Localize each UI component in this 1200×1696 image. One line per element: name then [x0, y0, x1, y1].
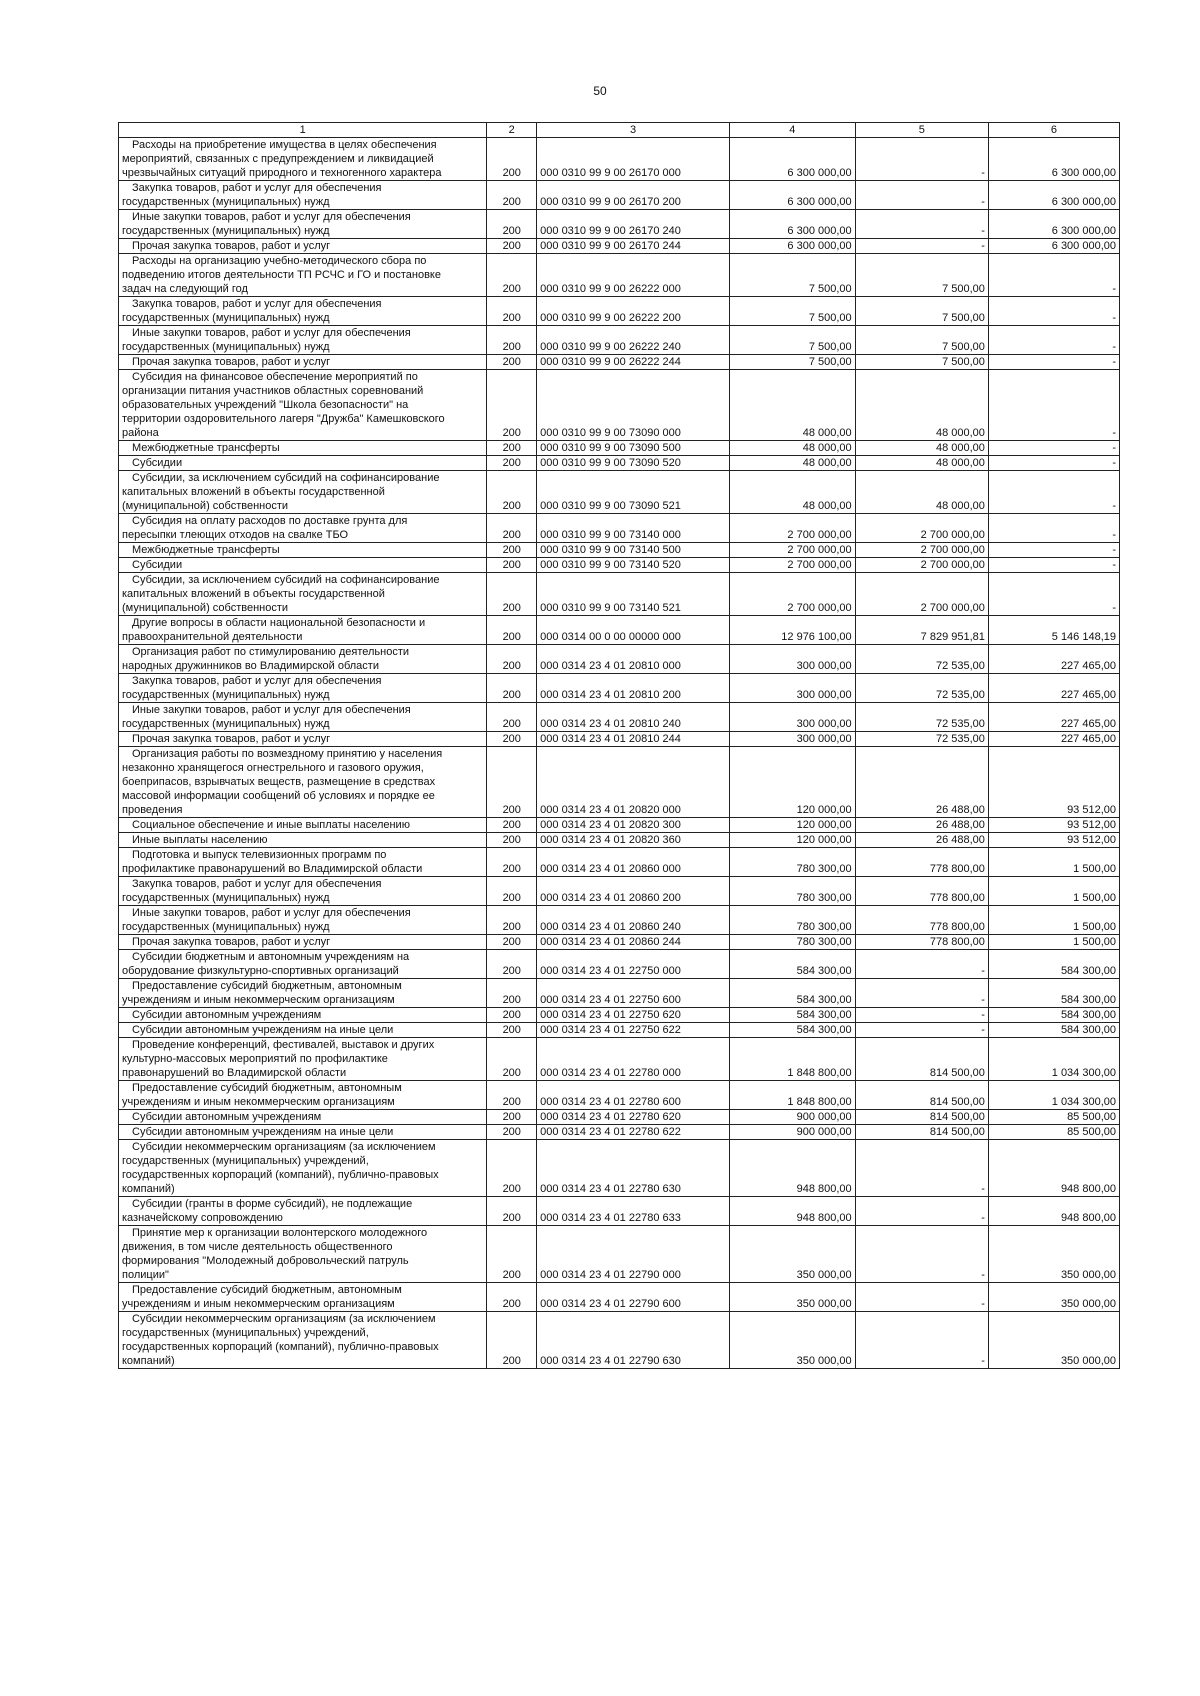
remaining-amount-cell: 93 512,00 — [988, 818, 1119, 833]
executed-amount-cell: 7 500,00 — [855, 297, 988, 326]
admin-code-cell: 200 — [487, 254, 537, 297]
plan-amount-cell: 780 300,00 — [729, 877, 855, 906]
executed-amount-cell: 2 700 000,00 — [855, 558, 988, 573]
plan-amount-cell: 2 700 000,00 — [729, 543, 855, 558]
remaining-amount-cell: 350 000,00 — [988, 1312, 1119, 1369]
budget-code-cell: 000 0314 23 4 01 22780 620 — [537, 1110, 730, 1125]
table-row — [119, 181, 1120, 210]
executed-amount-cell: - — [855, 950, 988, 979]
plan-amount-cell: 948 800,00 — [729, 1197, 855, 1226]
remaining-amount-cell: - — [988, 370, 1119, 441]
budget-code-cell: 000 0314 23 4 01 22790 600 — [537, 1283, 730, 1312]
plan-amount-cell: 12 976 100,00 — [729, 616, 855, 645]
plan-amount-cell: 350 000,00 — [729, 1283, 855, 1312]
executed-amount-cell: - — [855, 1140, 988, 1197]
executed-amount-cell: 778 800,00 — [855, 906, 988, 935]
plan-amount-cell: 350 000,00 — [729, 1312, 855, 1369]
admin-code-cell: 200 — [487, 573, 537, 616]
executed-amount-cell: - — [855, 239, 988, 254]
executed-amount-cell: 72 535,00 — [855, 732, 988, 747]
admin-code-cell: 200 — [487, 456, 537, 471]
remaining-amount-cell: 6 300 000,00 — [988, 181, 1119, 210]
column-header: 1 — [119, 123, 487, 138]
plan-amount-cell: 350 000,00 — [729, 1226, 855, 1283]
budget-code-cell: 000 0314 23 4 01 20810 240 — [537, 703, 730, 732]
admin-code-cell: 200 — [487, 732, 537, 747]
executed-amount-cell: 7 500,00 — [855, 326, 988, 355]
table-row — [119, 1110, 1120, 1125]
row-description: Проведение конференций, фестивалей, выставок и других культурно-массовых мероприятий по профилактике правонарушений во Владимирской области — [119, 1038, 487, 1081]
budget-code-cell: 000 0314 23 4 01 20810 000 — [537, 645, 730, 674]
table-row — [119, 326, 1120, 355]
budget-code-cell: 000 0314 23 4 01 20860 240 — [537, 906, 730, 935]
table-row — [119, 254, 1120, 297]
plan-amount-cell: 780 300,00 — [729, 848, 855, 877]
executed-amount-cell: 814 500,00 — [855, 1081, 988, 1110]
admin-code-cell: 200 — [487, 1110, 537, 1125]
table-row — [119, 210, 1120, 239]
executed-amount-cell: 48 000,00 — [855, 441, 988, 456]
admin-code-cell: 200 — [487, 1023, 537, 1038]
executed-amount-cell: 48 000,00 — [855, 456, 988, 471]
plan-amount-cell: 6 300 000,00 — [729, 210, 855, 239]
admin-code-cell: 200 — [487, 703, 537, 732]
admin-code-cell: 200 — [487, 747, 537, 818]
table-row — [119, 1125, 1120, 1140]
budget-code-cell: 000 0314 23 4 01 20860 244 — [537, 935, 730, 950]
remaining-amount-cell: 350 000,00 — [988, 1226, 1119, 1283]
row-description: Субсидия на оплату расходов по доставке грунта для пересыпки тлеющих отходов на свалке ТБО — [119, 514, 487, 543]
remaining-amount-cell: 584 300,00 — [988, 1008, 1119, 1023]
plan-amount-cell: 300 000,00 — [729, 703, 855, 732]
budget-code-cell: 000 0314 23 4 01 20860 200 — [537, 877, 730, 906]
executed-amount-cell: 7 500,00 — [855, 355, 988, 370]
table-body — [119, 138, 1120, 1369]
table-row — [119, 441, 1120, 456]
budget-table — [118, 122, 1120, 1369]
plan-amount-cell: 1 848 800,00 — [729, 1038, 855, 1081]
row-description: Закупка товаров, работ и услуг для обеспечения государственных (муниципальных) нужд — [119, 181, 487, 210]
table-row — [119, 1008, 1120, 1023]
remaining-amount-cell: 227 465,00 — [988, 674, 1119, 703]
remaining-amount-cell: 1 500,00 — [988, 935, 1119, 950]
plan-amount-cell: 900 000,00 — [729, 1125, 855, 1140]
budget-code-cell: 000 0310 99 9 00 73140 520 — [537, 558, 730, 573]
executed-amount-cell: 778 800,00 — [855, 935, 988, 950]
column-header: 3 — [537, 123, 730, 138]
table-row — [119, 456, 1120, 471]
row-description: Подготовка и выпуск телевизионных программ по профилактике правонарушений во Владимирской области — [119, 848, 487, 877]
budget-code-cell: 000 0310 99 9 00 73090 520 — [537, 456, 730, 471]
plan-amount-cell: 7 500,00 — [729, 326, 855, 355]
remaining-amount-cell: - — [988, 573, 1119, 616]
admin-code-cell: 200 — [487, 950, 537, 979]
admin-code-cell: 200 — [487, 833, 537, 848]
plan-amount-cell: 780 300,00 — [729, 935, 855, 950]
row-description: Закупка товаров, работ и услуг для обеспечения государственных (муниципальных) нужд — [119, 877, 487, 906]
executed-amount-cell: - — [855, 1226, 988, 1283]
executed-amount-cell: - — [855, 138, 988, 181]
admin-code-cell: 200 — [487, 297, 537, 326]
row-description: Субсидии автономным учреждениям — [119, 1008, 487, 1023]
executed-amount-cell: - — [855, 1008, 988, 1023]
column-header: 6 — [988, 123, 1119, 138]
plan-amount-cell: 900 000,00 — [729, 1110, 855, 1125]
table-row — [119, 370, 1120, 441]
row-description: Субсидии автономным учреждениям — [119, 1110, 487, 1125]
row-description: Субсидии, за исключением субсидий на софинансирование капитальных вложений в объекты государственной (муниципальной) собственности — [119, 471, 487, 514]
row-description: Субсидии — [119, 456, 487, 471]
plan-amount-cell: 48 000,00 — [729, 456, 855, 471]
table-header-row — [119, 123, 1120, 138]
row-description: Организация работ по стимулированию деятельности народных дружинников во Владимирской области — [119, 645, 487, 674]
plan-amount-cell: 7 500,00 — [729, 254, 855, 297]
row-description: Предоставление субсидий бюджетным, автономным учреждениям и иным некоммерческим организациям — [119, 1081, 487, 1110]
admin-code-cell: 200 — [487, 979, 537, 1008]
remaining-amount-cell: 6 300 000,00 — [988, 210, 1119, 239]
row-description: Закупка товаров, работ и услуг для обеспечения государственных (муниципальных) нужд — [119, 297, 487, 326]
remaining-amount-cell: 227 465,00 — [988, 703, 1119, 732]
plan-amount-cell: 2 700 000,00 — [729, 573, 855, 616]
remaining-amount-cell: - — [988, 441, 1119, 456]
budget-code-cell: 000 0310 99 9 00 26170 244 — [537, 239, 730, 254]
remaining-amount-cell: 584 300,00 — [988, 979, 1119, 1008]
table-row — [119, 616, 1120, 645]
table-row — [119, 514, 1120, 543]
plan-amount-cell: 780 300,00 — [729, 906, 855, 935]
remaining-amount-cell: 5 146 148,19 — [988, 616, 1119, 645]
remaining-amount-cell: 1 500,00 — [988, 848, 1119, 877]
remaining-amount-cell: 1 034 300,00 — [988, 1081, 1119, 1110]
remaining-amount-cell: - — [988, 297, 1119, 326]
plan-amount-cell: 584 300,00 — [729, 979, 855, 1008]
admin-code-cell: 200 — [487, 355, 537, 370]
admin-code-cell: 200 — [487, 1312, 537, 1369]
executed-amount-cell: - — [855, 1023, 988, 1038]
admin-code-cell: 200 — [487, 1226, 537, 1283]
executed-amount-cell: 7 829 951,81 — [855, 616, 988, 645]
budget-code-cell: 000 0310 99 9 00 73090 521 — [537, 471, 730, 514]
executed-amount-cell: 7 500,00 — [855, 254, 988, 297]
budget-code-cell: 000 0310 99 9 00 26222 240 — [537, 326, 730, 355]
row-description: Иные закупки товаров, работ и услуг для обеспечения государственных (муниципальных) нужд — [119, 906, 487, 935]
row-description: Иные закупки товаров, работ и услуг для обеспечения государственных (муниципальных) нужд — [119, 703, 487, 732]
plan-amount-cell: 7 500,00 — [729, 355, 855, 370]
budget-code-cell: 000 0310 99 9 00 26170 240 — [537, 210, 730, 239]
remaining-amount-cell: 948 800,00 — [988, 1197, 1119, 1226]
plan-amount-cell: 2 700 000,00 — [729, 558, 855, 573]
row-description: Субсидии некоммерческим организациям (за исключением государственных (муниципальных) учреждений, государственных корпораций (компаний), публично-правовых компаний) — [119, 1312, 487, 1369]
table-row — [119, 877, 1120, 906]
budget-code-cell: 000 0314 23 4 01 22780 600 — [537, 1081, 730, 1110]
executed-amount-cell: 2 700 000,00 — [855, 573, 988, 616]
remaining-amount-cell: 948 800,00 — [988, 1140, 1119, 1197]
admin-code-cell: 200 — [487, 181, 537, 210]
plan-amount-cell: 48 000,00 — [729, 471, 855, 514]
budget-code-cell: 000 0314 23 4 01 22790 630 — [537, 1312, 730, 1369]
table-row — [119, 355, 1120, 370]
table-row — [119, 573, 1120, 616]
plan-amount-cell: 584 300,00 — [729, 1023, 855, 1038]
row-description: Другие вопросы в области национальной безопасности и правоохранительной деятельности — [119, 616, 487, 645]
remaining-amount-cell: 1 500,00 — [988, 906, 1119, 935]
table-row — [119, 297, 1120, 326]
plan-amount-cell: 120 000,00 — [729, 747, 855, 818]
plan-amount-cell: 120 000,00 — [729, 818, 855, 833]
executed-amount-cell: 814 500,00 — [855, 1125, 988, 1140]
plan-amount-cell: 2 700 000,00 — [729, 514, 855, 543]
table-row — [119, 1312, 1120, 1369]
budget-code-cell: 000 0310 99 9 00 26170 200 — [537, 181, 730, 210]
executed-amount-cell: 72 535,00 — [855, 645, 988, 674]
plan-amount-cell: 6 300 000,00 — [729, 239, 855, 254]
row-description: Иные закупки товаров, работ и услуг для обеспечения государственных (муниципальных) нужд — [119, 210, 487, 239]
admin-code-cell: 200 — [487, 1140, 537, 1197]
remaining-amount-cell: - — [988, 558, 1119, 573]
row-description: Расходы на приобретение имущества в целях обеспечения мероприятий, связанных с предупреждением и ликвидацией чрезвычайных ситуаций природного и техногенного характера — [119, 138, 487, 181]
remaining-amount-cell: - — [988, 543, 1119, 558]
admin-code-cell: 200 — [487, 558, 537, 573]
admin-code-cell: 200 — [487, 1008, 537, 1023]
remaining-amount-cell: 227 465,00 — [988, 645, 1119, 674]
row-description: Предоставление субсидий бюджетным, автономным учреждениям и иным некоммерческим организациям — [119, 979, 487, 1008]
remaining-amount-cell: 93 512,00 — [988, 833, 1119, 848]
admin-code-cell: 200 — [487, 514, 537, 543]
admin-code-cell: 200 — [487, 471, 537, 514]
row-description: Субсидии бюджетным и автономным учреждениям на оборудование физкультурно-спортивных организаций — [119, 950, 487, 979]
table-row — [119, 833, 1120, 848]
remaining-amount-cell: 1 500,00 — [988, 877, 1119, 906]
executed-amount-cell: 48 000,00 — [855, 471, 988, 514]
admin-code-cell: 200 — [487, 906, 537, 935]
row-description: Предоставление субсидий бюджетным, автономным учреждениям и иным некоммерческим организациям — [119, 1283, 487, 1312]
table-row — [119, 732, 1120, 747]
admin-code-cell: 200 — [487, 326, 537, 355]
remaining-amount-cell: 227 465,00 — [988, 732, 1119, 747]
table-row — [119, 645, 1120, 674]
row-description: Субсидии автономным учреждениям на иные цели — [119, 1023, 487, 1038]
admin-code-cell: 200 — [487, 210, 537, 239]
table-row — [119, 818, 1120, 833]
table-row — [119, 979, 1120, 1008]
remaining-amount-cell: 584 300,00 — [988, 950, 1119, 979]
admin-code-cell: 200 — [487, 1283, 537, 1312]
budget-code-cell: 000 0314 23 4 01 22750 622 — [537, 1023, 730, 1038]
column-header: 2 — [487, 123, 537, 138]
remaining-amount-cell: 584 300,00 — [988, 1023, 1119, 1038]
remaining-amount-cell: - — [988, 471, 1119, 514]
plan-amount-cell: 300 000,00 — [729, 645, 855, 674]
remaining-amount-cell: - — [988, 254, 1119, 297]
row-description: Субсидии некоммерческим организациям (за исключением государственных (муниципальных) учреждений, государственных корпораций (компаний), публично-правовых компаний) — [119, 1140, 487, 1197]
budget-code-cell: 000 0314 23 4 01 22780 000 — [537, 1038, 730, 1081]
budget-code-cell: 000 0314 23 4 01 22780 633 — [537, 1197, 730, 1226]
budget-code-cell: 000 0314 23 4 01 22750 600 — [537, 979, 730, 1008]
table-row — [119, 543, 1120, 558]
remaining-amount-cell: 6 300 000,00 — [988, 239, 1119, 254]
remaining-amount-cell: 85 500,00 — [988, 1110, 1119, 1125]
row-description: Прочая закупка товаров, работ и услуг — [119, 935, 487, 950]
plan-amount-cell: 300 000,00 — [729, 732, 855, 747]
budget-code-cell: 000 0314 23 4 01 22780 630 — [537, 1140, 730, 1197]
remaining-amount-cell: - — [988, 326, 1119, 355]
table-row — [119, 1140, 1120, 1197]
budget-code-cell: 000 0314 23 4 01 22750 000 — [537, 950, 730, 979]
executed-amount-cell: - — [855, 1197, 988, 1226]
row-description: Прочая закупка товаров, работ и услуг — [119, 355, 487, 370]
table-row — [119, 906, 1120, 935]
row-description: Субсидия на финансовое обеспечение мероприятий по организации питания участников областных соревнований образовательных учреждений "Школа безопасности" на территории оздоровительного лагеря "Дружба" Камешковского района — [119, 370, 487, 441]
row-description: Межбюджетные трансферты — [119, 543, 487, 558]
admin-code-cell: 200 — [487, 616, 537, 645]
executed-amount-cell: 48 000,00 — [855, 370, 988, 441]
remaining-amount-cell: - — [988, 355, 1119, 370]
executed-amount-cell: 2 700 000,00 — [855, 514, 988, 543]
executed-amount-cell: 778 800,00 — [855, 848, 988, 877]
admin-code-cell: 200 — [487, 674, 537, 703]
admin-code-cell: 200 — [487, 1038, 537, 1081]
row-description: Субсидии, за исключением субсидий на софинансирование капитальных вложений в объекты государственной (муниципальной) собственности — [119, 573, 487, 616]
table-row — [119, 674, 1120, 703]
executed-amount-cell: 2 700 000,00 — [855, 543, 988, 558]
plan-amount-cell: 584 300,00 — [729, 1008, 855, 1023]
budget-code-cell: 000 0314 23 4 01 20820 360 — [537, 833, 730, 848]
table-row — [119, 1038, 1120, 1081]
executed-amount-cell: 814 500,00 — [855, 1110, 988, 1125]
admin-code-cell: 200 — [487, 1197, 537, 1226]
row-description: Прочая закупка товаров, работ и услуг — [119, 732, 487, 747]
executed-amount-cell: - — [855, 210, 988, 239]
budget-code-cell: 000 0310 99 9 00 26170 000 — [537, 138, 730, 181]
budget-code-cell: 000 0314 23 4 01 22790 000 — [537, 1226, 730, 1283]
budget-code-cell: 000 0314 23 4 01 20860 000 — [537, 848, 730, 877]
executed-amount-cell: 72 535,00 — [855, 703, 988, 732]
admin-code-cell: 200 — [487, 1081, 537, 1110]
admin-code-cell: 200 — [487, 138, 537, 181]
row-description: Принятие мер к организации волонтерского молодежного движения, в том числе деятельность общественного формирования "Молодежный добровольческий патруль полиции" — [119, 1226, 487, 1283]
admin-code-cell: 200 — [487, 543, 537, 558]
budget-code-cell: 000 0310 99 9 00 26222 244 — [537, 355, 730, 370]
row-description: Субсидии (гранты в форме субсидий), не подлежащие казначейскому сопровождению — [119, 1197, 487, 1226]
budget-code-cell: 000 0310 99 9 00 73140 500 — [537, 543, 730, 558]
table-row — [119, 1023, 1120, 1038]
admin-code-cell: 200 — [487, 935, 537, 950]
table-row — [119, 239, 1120, 254]
admin-code-cell: 200 — [487, 1125, 537, 1140]
admin-code-cell: 200 — [487, 370, 537, 441]
budget-code-cell: 000 0314 23 4 01 20820 000 — [537, 747, 730, 818]
row-description: Межбюджетные трансферты — [119, 441, 487, 456]
remaining-amount-cell: 6 300 000,00 — [988, 138, 1119, 181]
table-row — [119, 1226, 1120, 1283]
executed-amount-cell: 814 500,00 — [855, 1038, 988, 1081]
budget-code-cell: 000 0310 99 9 00 26222 200 — [537, 297, 730, 326]
admin-code-cell: 200 — [487, 239, 537, 254]
budget-code-cell: 000 0310 99 9 00 26222 000 — [537, 254, 730, 297]
row-description: Закупка товаров, работ и услуг для обеспечения государственных (муниципальных) нужд — [119, 674, 487, 703]
admin-code-cell: 200 — [487, 645, 537, 674]
remaining-amount-cell: 350 000,00 — [988, 1283, 1119, 1312]
budget-code-cell: 000 0310 99 9 00 73090 500 — [537, 441, 730, 456]
row-description: Социальное обеспечение и иные выплаты населению — [119, 818, 487, 833]
column-header: 4 — [729, 123, 855, 138]
plan-amount-cell: 948 800,00 — [729, 1140, 855, 1197]
row-description: Расходы на организацию учебно-методического сбора по подведению итогов деятельности ТП РСЧС и ГО и постановке задач на следующий год — [119, 254, 487, 297]
executed-amount-cell: - — [855, 979, 988, 1008]
row-description: Иные закупки товаров, работ и услуг для обеспечения государственных (муниципальных) нужд — [119, 326, 487, 355]
row-description: Субсидии автономным учреждениям на иные цели — [119, 1125, 487, 1140]
budget-code-cell: 000 0310 99 9 00 73090 000 — [537, 370, 730, 441]
table-row — [119, 1081, 1120, 1110]
plan-amount-cell: 48 000,00 — [729, 370, 855, 441]
table-row — [119, 848, 1120, 877]
admin-code-cell: 200 — [487, 848, 537, 877]
executed-amount-cell: - — [855, 1283, 988, 1312]
executed-amount-cell: - — [855, 181, 988, 210]
table-row — [119, 703, 1120, 732]
table-row — [119, 471, 1120, 514]
plan-amount-cell: 120 000,00 — [729, 833, 855, 848]
table-row — [119, 558, 1120, 573]
remaining-amount-cell: 93 512,00 — [988, 747, 1119, 818]
table-row — [119, 138, 1120, 181]
remaining-amount-cell: - — [988, 514, 1119, 543]
row-description: Прочая закупка товаров, работ и услуг — [119, 239, 487, 254]
executed-amount-cell: 778 800,00 — [855, 877, 988, 906]
row-description: Иные выплаты населению — [119, 833, 487, 848]
plan-amount-cell: 300 000,00 — [729, 674, 855, 703]
executed-amount-cell: 72 535,00 — [855, 674, 988, 703]
admin-code-cell: 200 — [487, 818, 537, 833]
row-description: Организация работы по возмездному принятию у населения незаконно хранящегося огнестрельного и газового оружия, боеприпасов, взрывчатых веществ, размещение в средствах массовой информации сообщений об условиях и порядке ее проведения — [119, 747, 487, 818]
budget-code-cell: 000 0314 23 4 01 20810 200 — [537, 674, 730, 703]
plan-amount-cell: 6 300 000,00 — [729, 181, 855, 210]
budget-code-cell: 000 0310 99 9 00 73140 000 — [537, 514, 730, 543]
executed-amount-cell: 26 488,00 — [855, 747, 988, 818]
budget-code-cell: 000 0310 99 9 00 73140 521 — [537, 573, 730, 616]
budget-code-cell: 000 0314 23 4 01 20810 244 — [537, 732, 730, 747]
table-row — [119, 1283, 1120, 1312]
table-row — [119, 950, 1120, 979]
budget-code-cell: 000 0314 23 4 01 22750 620 — [537, 1008, 730, 1023]
table-row — [119, 747, 1120, 818]
executed-amount-cell: 26 488,00 — [855, 818, 988, 833]
remaining-amount-cell: 85 500,00 — [988, 1125, 1119, 1140]
page-number: 50 — [593, 84, 607, 98]
admin-code-cell: 200 — [487, 441, 537, 456]
budget-code-cell: 000 0314 23 4 01 20820 300 — [537, 818, 730, 833]
executed-amount-cell: - — [855, 1312, 988, 1369]
remaining-amount-cell: 1 034 300,00 — [988, 1038, 1119, 1081]
row-description: Субсидии — [119, 558, 487, 573]
table-row — [119, 935, 1120, 950]
plan-amount-cell: 7 500,00 — [729, 297, 855, 326]
plan-amount-cell: 6 300 000,00 — [729, 138, 855, 181]
table-row — [119, 1197, 1120, 1226]
admin-code-cell: 200 — [487, 877, 537, 906]
plan-amount-cell: 48 000,00 — [729, 441, 855, 456]
budget-code-cell: 000 0314 23 4 01 22780 622 — [537, 1125, 730, 1140]
executed-amount-cell: 26 488,00 — [855, 833, 988, 848]
budget-code-cell: 000 0314 00 0 00 00000 000 — [537, 616, 730, 645]
plan-amount-cell: 1 848 800,00 — [729, 1081, 855, 1110]
remaining-amount-cell: - — [988, 456, 1119, 471]
plan-amount-cell: 584 300,00 — [729, 950, 855, 979]
column-header: 5 — [855, 123, 988, 138]
